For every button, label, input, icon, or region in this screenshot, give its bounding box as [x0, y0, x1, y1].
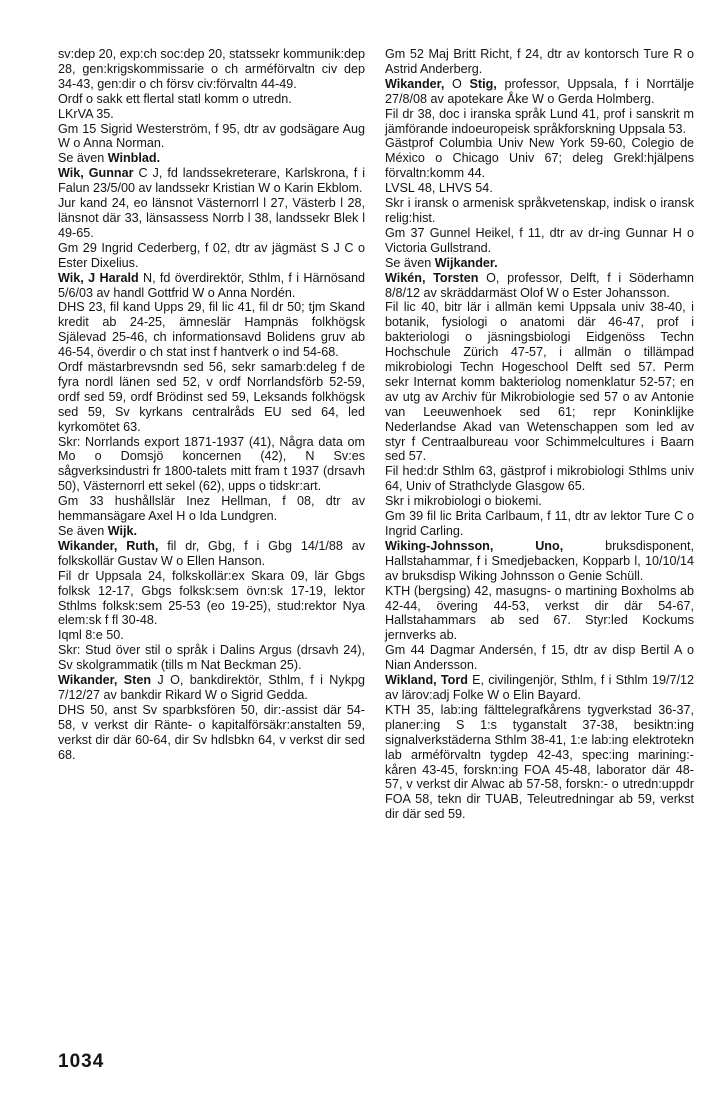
entry-heading: Harald	[99, 270, 139, 285]
entry-paragraph	[58, 122, 365, 152]
page-number: 1034	[58, 1051, 105, 1072]
entry-heading: Wik, Gunnar	[58, 166, 134, 181]
entry-text: Gästprof Columbia Univ New York 59-60, Colegio de México o Chicago Univ 67; deleg Grekl:hjälpens förvaltn:komm 44.	[385, 136, 694, 181]
entry-text: Fil lic 40, bitr lär i allmän kemi Uppsala univ 38-40, i botanik, fysiologi o anatomi där 46-47, prof i bakteriologi o jäsningsbiologi Eidgenöss Techn Hochschule Zürich 47-57, i allmän o tillämpad mikrobiologi Techn Hogeschool Delft sed 57. Perm sekr Internat komm bakteriolog nomenklatur 52-57; en av utg av Archiv für Mikrobiologie sed 57 o av Antonie van Leeuwenhoek sed 61; repr Koninklijke Nederlandse Akad van Wetenschappen som led av styr f Centraalbureau voor Schimmelcultures i Baarn sed 57.	[385, 300, 694, 464]
entry-text: Fil dr Uppsala 24, folkskollär:ex Skara 09, lär Gbgs folksk 12-17, Gbgs folksk:sem övn:sk 17-19, lektor Sthlms folksk:sem 25-53 (eo 19-25), stud:rektor Nya elem:sk f fl 30-48.	[58, 568, 365, 628]
entry-paragraph	[385, 136, 694, 181]
entry-text: Gm 33 hushållslär Inez Hellman, f 08, dtr av hemmansägare Axel H o Ida Lundgren.	[58, 494, 365, 524]
entry-heading: Wijk.	[107, 524, 137, 538]
entry-text: DHS 23, fil kand Upps 29, fil lic 41, fil dr 50; tjm Skand kredit ab 24-25, ämneslär Hampnäs folkhögsk Själevad 25-46, ch informationsavd Bolidens gruv ab 46-54, överdir o ch stat inst f hantverk o ind 54-68.	[58, 300, 365, 360]
entry-paragraph	[385, 226, 694, 256]
entry-paragraph	[385, 643, 694, 673]
entry-text: O, professor, Delft, f i Söderhamn 8/8/12 av skräddarmäst Olof W o Ester Johansson.	[385, 270, 694, 300]
entry-text: Se även	[58, 151, 108, 166]
entry-text: Se även	[385, 255, 435, 270]
entry-text: J O, bankdirektör, Sthlm, f i Nykpg 7/12/27 av bankdir Rikard W o Sigrid Gedda.	[58, 673, 366, 702]
entry-text: C J, fd landssekreterare, Karlskrona, f i Falun 23/5/00 av landssekr Kristian W o Karin Ekblom.	[58, 166, 365, 196]
entry-text: Fil dr 38, doc i iranska språk Lund 41, prof i sanskrit m jämförande indoeuropeisk språkforskning Uppsala 53.	[385, 106, 694, 136]
entry-heading: Winblad.	[107, 151, 161, 166]
entry-paragraph	[385, 494, 694, 509]
entry-text: LVSL 48, LHVS 54.	[385, 181, 493, 196]
entry-text: O	[444, 76, 470, 91]
entry-text: Ordf o sakk ett flertal statl komm o utredn.	[58, 91, 292, 106]
entry-paragraph	[385, 196, 694, 226]
entry-paragraph	[58, 628, 365, 643]
entry-text: Skr i iransk o armenisk språkvetenskap, indisk o iransk relig:hist.	[385, 196, 694, 225]
entry-paragraph	[385, 47, 694, 77]
entry-text: Gm 44 Dagmar Andersén, f 15, dtr av disp Bertil A o Nian Andersson.	[385, 643, 694, 673]
entry-heading: Wikén, Torsten	[385, 270, 479, 285]
entry-paragraph	[385, 584, 694, 644]
entry-text: KTH (bergsing) 42, masugns- o martining Boxholms ab 42-44, övering 44-53, verkst dir där 54-67, Hallstahammars ab sed 67. Styr:led Kockums jernverks ab.	[385, 583, 694, 643]
entry-paragraph	[58, 435, 365, 495]
entry-heading: Wikander, Ruth,	[58, 538, 159, 553]
entry-paragraph	[385, 77, 694, 107]
entry-heading: Wijkander.	[434, 255, 498, 270]
entry-text: bruksdisponent, Hallstahammar, f i Smedjebacken, Kopparb l, 10/10/14 av bruksdisp Wiking Johnsson o Genie Schüll.	[385, 538, 694, 583]
left-column	[58, 47, 365, 763]
right-column	[385, 47, 694, 822]
entry-heading: Wikander, Sten	[58, 673, 152, 688]
entry-paragraph	[58, 241, 365, 271]
entry-heading: Stig,	[469, 76, 497, 91]
entry-text: Skr i mikrobiologi o biokemi.	[385, 494, 542, 509]
entry-paragraph	[58, 166, 365, 196]
entry-text: DHS 50, anst Sv sparbksfören 50, dir:-assist där 54-58, v verkst dir Ränte- o kapitalförsäkr:anstalten 59, verkst dir där 60-64, dir Sv hdlsbkn 64, v verkst dir sed 68.	[58, 702, 365, 762]
entry-paragraph	[385, 271, 694, 301]
entry-paragraph	[58, 539, 365, 569]
entry-text: Se även	[58, 524, 108, 538]
entry-text: Skr: Stud över stil o språk i Dalins Argus (drsavh 24), Sv skolgrammatik (tills m Nat Beckman 25).	[58, 643, 365, 673]
entry-text: fil dr, Gbg, f i Gbg 14/1/88 av folkskollär Gustav W o Ellen Hanson.	[58, 538, 365, 568]
entry-text: LKrVA 35.	[58, 106, 114, 121]
entry-paragraph	[58, 360, 365, 435]
entry-paragraph	[58, 673, 365, 703]
entry-text: Gm 15 Sigrid Westerström, f 95, dtr av godsägare Aug W o Anna Norman.	[58, 121, 365, 151]
entry-paragraph	[385, 107, 694, 137]
entry-paragraph	[58, 643, 365, 673]
entry-text: E, civilingenjör, Sthlm, f i Sthlm 19/7/12 av lärov:adj Folke W o Elin Bayard.	[385, 673, 694, 702]
entry-text: Gm 52 Maj Britt Richt, f 24, dtr av kontorsch Ture R o Astrid Anderberg.	[385, 47, 694, 76]
entry-paragraph	[58, 494, 365, 524]
entry-text: Gm 37 Gunnel Heikel, f 11, dtr av dr-ing Gunnar H o Victoria Gullstrand.	[385, 225, 694, 255]
entry-text: Jur kand 24, eo länsnot Västernorrl l 27, Västerb l 28, länsnot där 33, länsassess Norrb l 38, landssekr Blek l 49-65.	[58, 196, 365, 240]
entry-paragraph	[385, 300, 694, 464]
entry-heading: Wik, J	[58, 270, 100, 285]
entry-paragraph	[58, 107, 365, 122]
entry-paragraph	[385, 181, 694, 196]
entry-text: Iqml 8:e 50.	[58, 628, 124, 643]
entry-paragraph	[58, 524, 365, 539]
entry-text: Gm 29 Ingrid Cederberg, f 02, dtr av jägmäst S J C o Ester Dixelius.	[58, 240, 365, 270]
entry-paragraph	[385, 703, 694, 822]
entry-paragraph	[58, 703, 365, 763]
entry-heading: Wikander,	[385, 76, 445, 91]
entry-paragraph	[385, 673, 694, 703]
entry-paragraph	[58, 151, 365, 166]
entry-heading: Wikland, Tord	[385, 673, 468, 688]
entry-text: KTH 35, lab:ing fälttelegrafkårens tygverkstad 36-37, planer:ing S 1:s tyganstalt 37-38, besiktn:ing signalverkstäderna Sthlm 38-41, 1:e lab:ing elektrotekn lab arméförvaltn tygdep 42-43, spec:ing marining:-kåren 43-45, forskn:ing FOA 45-48, laborator där 48-57, v verkst dir Alwac ab 57-58, forskn:- o utredn:uppdr FOA 58, tekn dir TUAB, Teleutredningar ab 59, verkst dir där sed 59.	[385, 702, 694, 822]
entry-paragraph	[58, 47, 365, 92]
entry-text: sv:dep 20, exp:ch soc:dep 20, statssekr kommunik:dep 28, gen:krigskommissarie o ch arméförvaltn civ dep 34-43, gen:dir o ch försv civ:förvaltn 44-49.	[58, 47, 365, 91]
entry-paragraph	[58, 196, 365, 241]
entry-heading: Wiking-Johnsson, Uno,	[385, 538, 564, 553]
entry-text: Ordf mästarbrevsndn sed 56, sekr samarb:deleg f de fyra nordl länen sed 52, v ordf Norrlandsförb 52-59, ordf sed 59, ordf Brödinst sed 59, Leksands folkhögsk sed 59, Sv kyrkans centralråds EU sed 64, led kyrkomötet 63.	[58, 360, 365, 434]
entry-paragraph	[58, 271, 365, 301]
entry-paragraph	[58, 300, 365, 360]
entry-paragraph	[385, 509, 694, 539]
entry-text: Fil hed:dr Sthlm 63, gästprof i mikrobiologi Sthlms univ 64, Univ of Strathclyde Glasgow 65.	[385, 464, 694, 494]
entry-paragraph	[385, 256, 694, 271]
entry-text: professor, Uppsala, f i Norrtälje 27/8/08 av apotekare Åke W o Gerda Holmberg.	[385, 76, 695, 106]
entry-paragraph	[385, 539, 694, 584]
entry-paragraph	[58, 92, 365, 107]
entry-text: Skr: Norrlands export 1871-1937 (41), Några data om Mo o Domsjö koncernen (42), N Sv:es sågverksindustri fr 1800-talets mitt fram t 1937 (drsavh 50), Västernorrl ett sekel (62), upps o tidskr:art.	[58, 434, 365, 494]
entry-text: Gm 39 fil lic Brita Carlbaum, f 11, dtr av lektor Ture C o Ingrid Carling.	[385, 509, 694, 538]
entry-paragraph	[58, 569, 365, 629]
entry-paragraph	[385, 464, 694, 494]
entry-text: N, fd överdirektör, Sthlm, f i Härnösand 5/6/03 av handl Gottfrid W o Anna Nordén.	[58, 270, 366, 300]
